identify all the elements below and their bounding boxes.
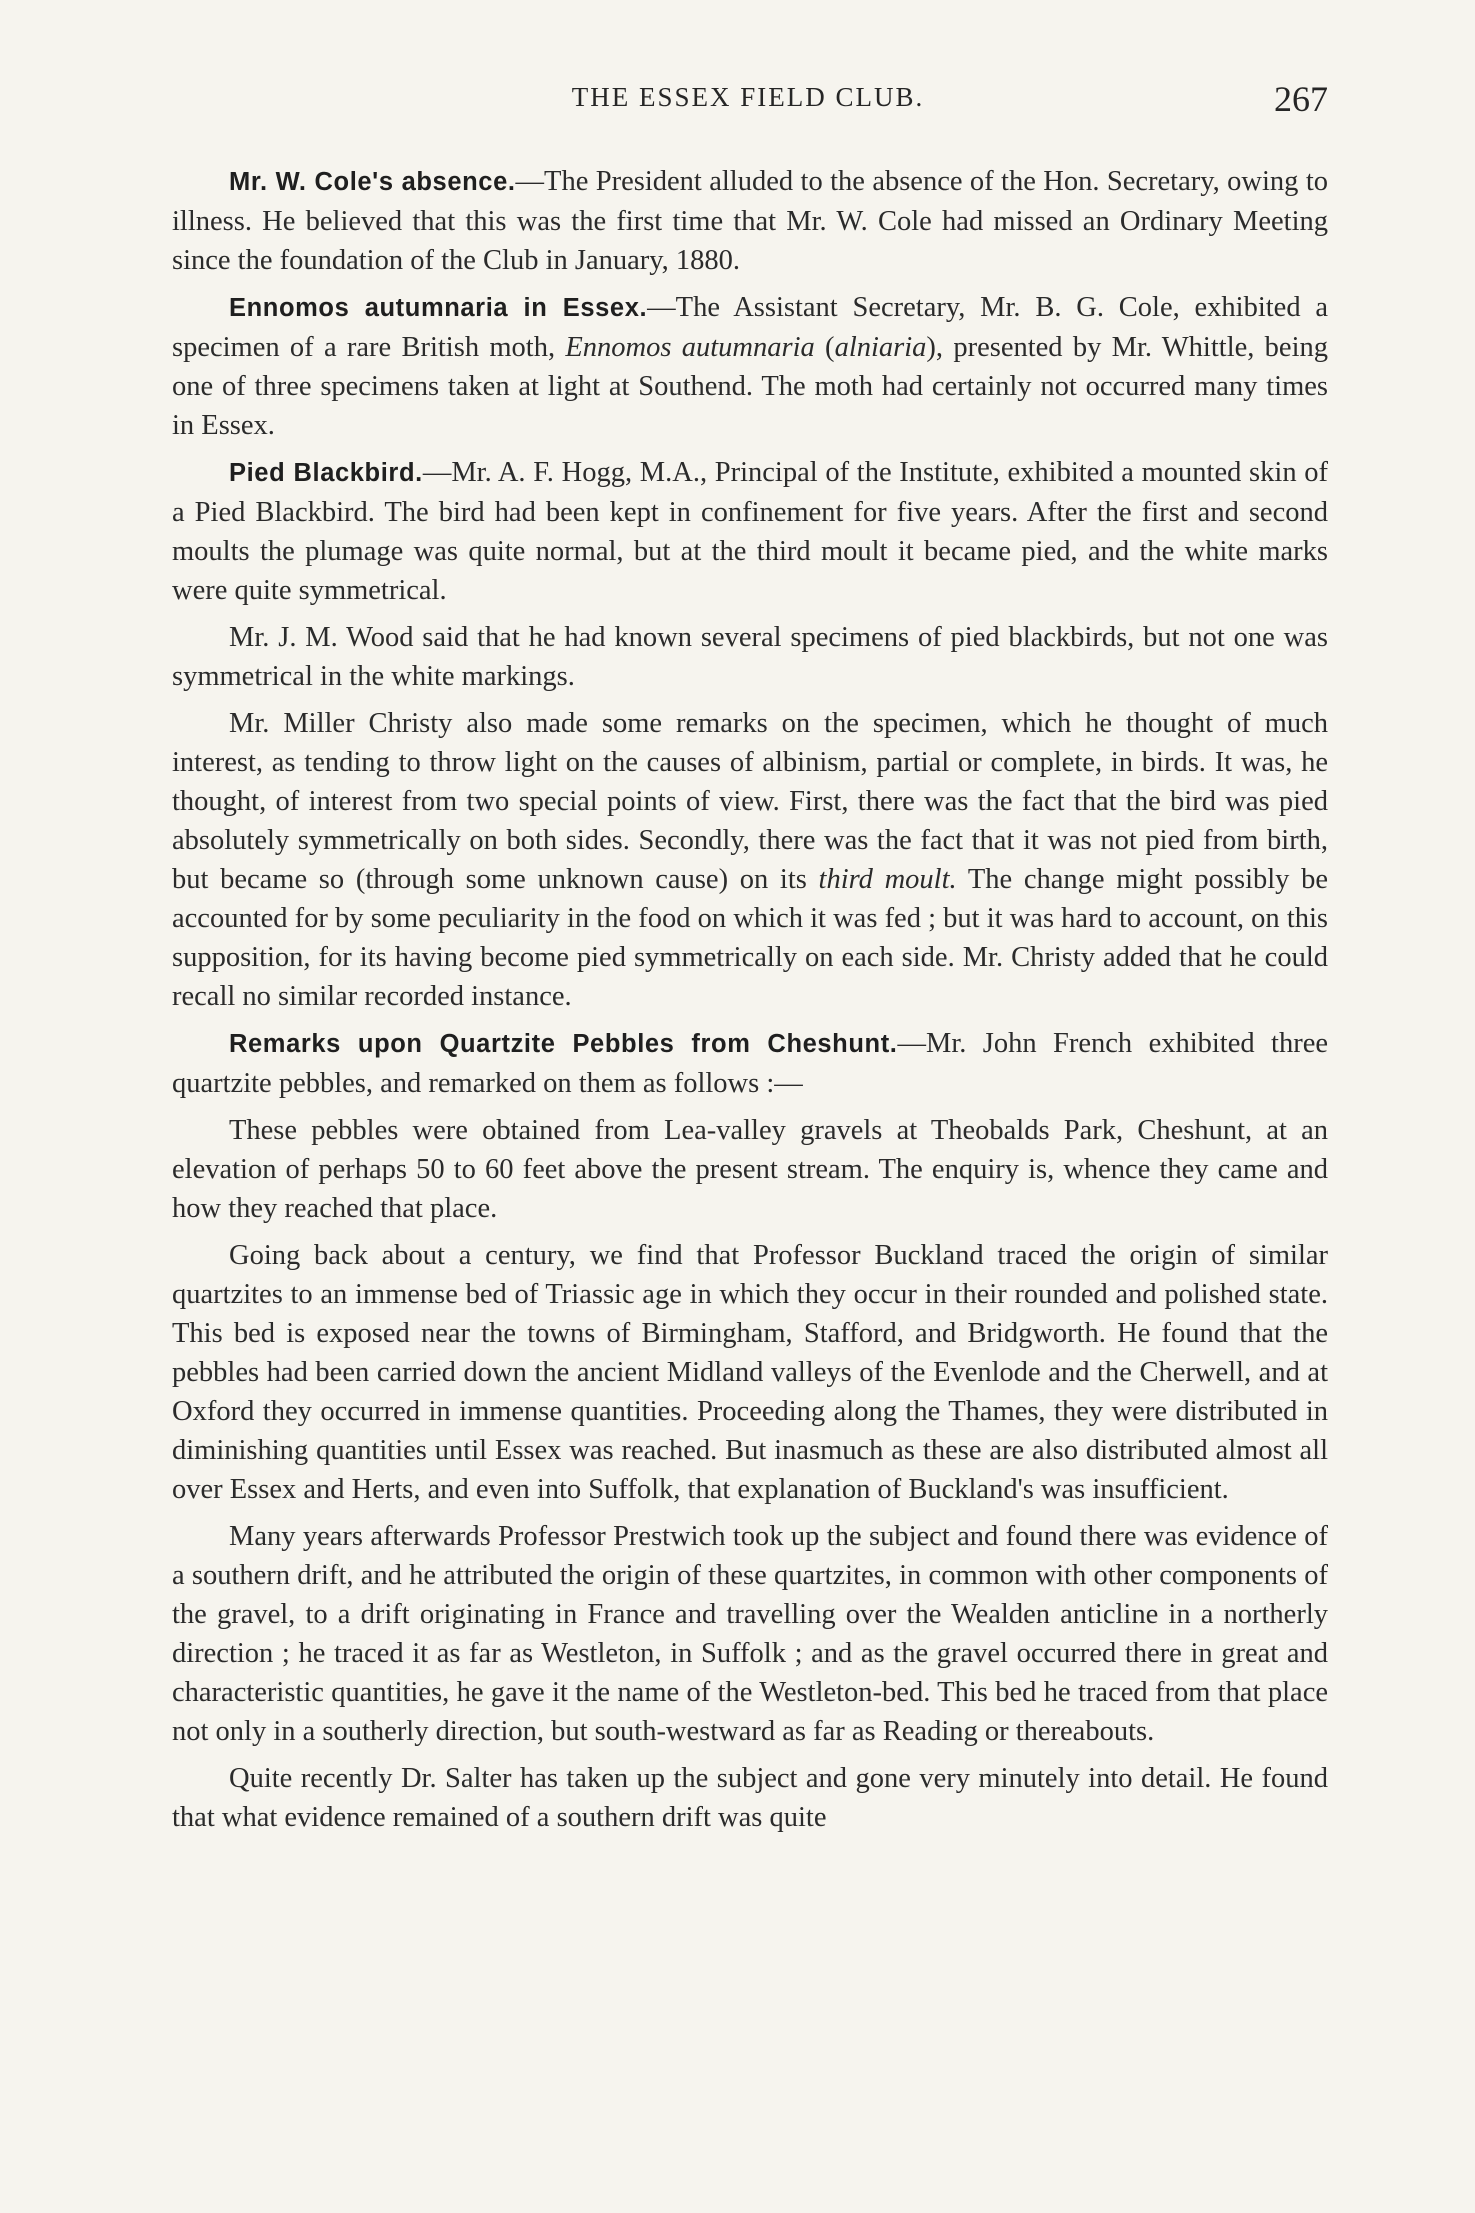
section-heading-ennomos: Ennomos autumnaria in Essex. (229, 294, 648, 322)
heading-separator: — (647, 292, 676, 323)
paragraph-text: The change might possibly be accounted for by some peculiarity in the food on which it was fed ; but it was hard to account, on this supposition, for its having become pied symmetrically on each side. Mr. Christy added that he could recall no similar recorded instance. (172, 864, 1328, 1012)
running-head (168, 78, 1328, 122)
section-heading-pied-blackbird: Pied Blackbird. (229, 459, 423, 487)
heading-separator: — (897, 1028, 926, 1059)
paragraph-quartzite (172, 1024, 1328, 1103)
paragraph-text: Going back about a century, we find that Professor Buckland traced the origin of similar quartzites to an immense bed of Triassic age in which they occur in their rounded and polished state. This bed is exposed near the towns of Birmingham, Stafford, and Bridgworth. He found that the pebbles had been carried down the ancient Midland valleys of the Evenlode and the Cherwell, and at Oxford they occurred in immense quantities. Proceeding along the Thames, they were distributed in diminishing quantities until Essex was reached. But inasmuch as these are also distributed almost all over Essex and Herts, and even into Suffolk, that explanation of Buckland's was insufficient. (172, 1240, 1328, 1505)
paragraph-text: The Assistant Secretary, Mr. B. G. Cole, exhibited a specimen of a rare British moth, (172, 292, 1329, 363)
paragraph-text: ), presented by Mr. Whittle, being one of three specimens taken at light at Southend. The moth had certainly not occurred many times in Essex. (172, 332, 1328, 441)
page-number: 267 (1274, 79, 1328, 119)
heading-separator: — (422, 457, 452, 488)
paragraph-text: The President alluded to the absence of the Hon. Secretary, owing to illness. He believed that this was the first time that Mr. W. Cole had missed an Ordinary Meeting since the foundation of the Club in January, 1880. (172, 166, 1328, 276)
section-heading-cole-absence: Mr. W. Cole's absence. (229, 168, 516, 196)
paragraph-cole-absence (172, 162, 1328, 280)
section-heading-quartzite: Remarks upon Quartzite Pebbles from Cheshunt. (229, 1030, 898, 1058)
species-name: Ennomos autumnaria (565, 332, 815, 363)
paragraph-text: These pebbles were obtained from Lea-valley gravels at Theobalds Park, Cheshunt, at an elevation of perhaps 50 to 60 feet above the present stream. The enquiry is, whence they came and how they reached that place. (172, 1115, 1328, 1224)
paragraph-christy-remarks (172, 704, 1328, 1016)
paragraph-salter (172, 1759, 1328, 1837)
paragraph-text: Mr. J. M. Wood said that he had known several specimens of pied blackbirds, but not one was symmetrical in the white markings. (172, 622, 1328, 692)
paragraph-text: ( (814, 332, 835, 363)
paragraph-pied-blackbird (172, 453, 1328, 610)
paragraph-text: Mr. A. F. Hogg, M.A., Principal of the Institute, exhibited a mounted skin of a Pied Blackbird. The bird had been kept in confinement for five years. After the first and second moults the plumage was quite normal, but at the third moult it became pied, and the white marks were quite symmetrical. (172, 457, 1329, 606)
paragraph-text: Mr. Miller Christy also made some remarks on the specimen, which he thought of much interest, as tending to throw light on the causes of albinism, partial or complete, in birds. It was, he thought, of interest from two special points of view. First, there was the fact that the bird was pied absolutely symmetrically on both sides. Secondly, there was the fact that it was not pied from birth, but became so (through some unknown cause) on its (172, 708, 1328, 895)
paragraph-pebbles-origin (172, 1111, 1328, 1228)
running-head-title: THE ESSEX FIELD CLUB. (571, 82, 925, 112)
paragraph-wood-remark (172, 618, 1328, 696)
paragraph-text: Mr. John French exhibited three quartzite pebbles, and remarked on them as follows :— (172, 1028, 1328, 1099)
body-text (172, 162, 1328, 1845)
heading-separator: — (515, 166, 545, 197)
paragraph-ennomos (172, 288, 1328, 445)
emphasis-text: third moult. (818, 864, 957, 895)
paragraph-prestwich (172, 1517, 1328, 1751)
paragraph-text: Many years afterwards Professor Prestwich took up the subject and found there was evidence of a southern drift, and he attributed the origin of these quartzites, in common with other components of the gravel, to a drift originating in France and travelling over the Wealden anticline in a northerly direction ; he traced it as far as Westleton, in Suffolk ; and as the gravel occurred there in great and characteristic quantities, he gave it the name of the Westleton-bed. This bed he traced from that place not only in a southerly direction, but south-westward as far as Reading or thereabouts. (172, 1521, 1328, 1747)
paragraph-text: Quite recently Dr. Salter has taken up the subject and gone very minutely into detail. He found that what evidence remained of a southern drift was quite (172, 1763, 1328, 1833)
paragraph-buckland (172, 1236, 1328, 1509)
species-synonym: alniaria (834, 332, 927, 363)
